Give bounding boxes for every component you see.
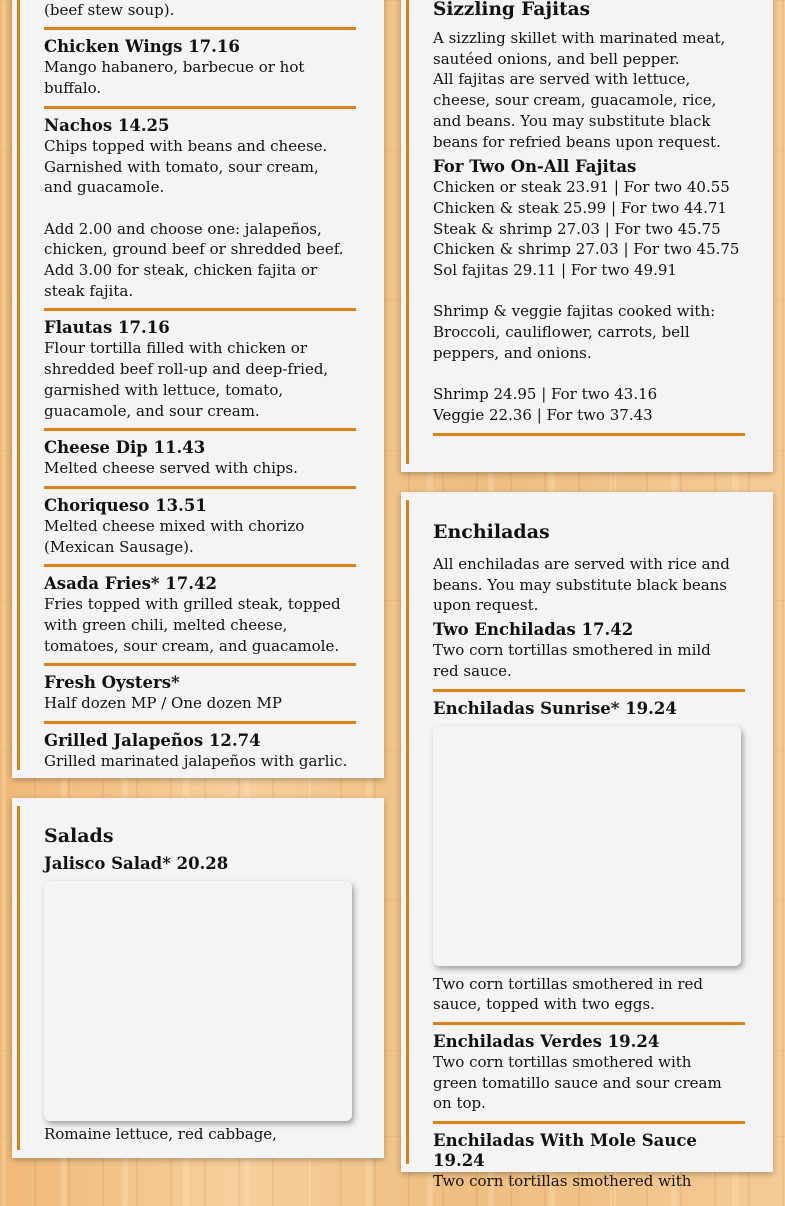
item-addons: Add 2.00 and choose one: jalapeños, chicken, ground beef or shredded beef. Add 3.00 for steak, chicken fajita or steak fajita. — [44, 219, 344, 300]
item-name: Nachos 14.25 — [44, 115, 170, 135]
appetizers-card — [12, 0, 384, 778]
item-name: Jalisco Salad* 20.28 — [44, 854, 229, 873]
item-description: Chips topped with beans and cheese. Garnished with tomato, sour cream, and guacamole. — [44, 136, 328, 197]
menu-item-choriqueso — [44, 496, 356, 567]
veggie-fajitas-prices: Shrimp 24.95 | For two 43.16 Veggie 22.36 | For two 37.43 — [433, 385, 658, 424]
item-description: (beef stew soup). — [44, 0, 175, 19]
section-title: Salads — [44, 825, 114, 847]
dish-image — [433, 726, 741, 966]
menu-item-enchiladas-verdes — [433, 1032, 745, 1124]
menu-item-nachos — [44, 116, 356, 312]
item-description: Two corn tortillas smothered with — [433, 1172, 692, 1191]
item-description: Flour tortilla filled with chicken or shredded beef roll-up and deep-fried, garnished with lettuce, tomato, guacamole, and sour cream. — [44, 339, 329, 420]
item-description: Two corn tortillas smothered in mild red sauce. — [433, 641, 711, 680]
item-description: Half dozen MP / One dozen MP — [44, 694, 282, 713]
item-description: Two corn tortillas smothered with green tomatillo sauce and sour cream on top. — [433, 1052, 722, 1113]
item-description: Melted cheese served with chips. — [44, 459, 298, 478]
menu-item-flautas — [44, 318, 356, 431]
section-title: Enchiladas — [433, 521, 550, 543]
fajitas-info — [433, 28, 745, 436]
menu-item-enchiladas-mole — [433, 1131, 745, 1199]
item-name: Enchiladas Sunrise* 19.24 — [433, 698, 677, 718]
veggie-fajitas-description: Shrimp & veggie fajitas cooked with: Broccoli, cauliflower, carrots, bell peppers, and onions. — [433, 302, 716, 362]
section-title: Sizzling Fajitas — [433, 0, 591, 20]
fajitas-subtitle: For Two On-All Fajitas — [433, 157, 637, 177]
item-name: Grilled Jalapeños 12.74 — [44, 731, 261, 751]
item-description: Romaine lettuce, red cabbage, — [44, 1125, 277, 1143]
enchiladas-intro: All enchiladas are served with rice and beans. You may substitute black beans upon request. — [433, 555, 730, 615]
fajitas-description: A sizzling skillet with marinated meat, sautéed onions, and bell pepper. All fajitas are served with lettuce, cheese, sour cream, guacamole, rice, and beans. You may substitute black beans for refried beans upon request. — [433, 29, 726, 151]
menu-item — [44, 0, 356, 30]
fajitas-prices: Chicken or steak 23.91 | For two 40.55 Chicken & steak 25.99 | For two 44.71 Steak & shrimp 27.03 | For two 45.75 Chicken & shrimp 27.03 | For two 45.75 Sol fajitas 29.11 | For two 49.91 — [433, 178, 740, 280]
item-description: Melted cheese mixed with chorizo (Mexican Sausage). — [44, 516, 305, 556]
menu-item-enchiladas-sunrise — [433, 699, 745, 1025]
item-name: Two Enchiladas 17.42 — [433, 620, 634, 640]
item-description: Grilled marinated jalapeños with garlic. — [44, 752, 348, 771]
item-name: Choriqueso 13.51 — [44, 495, 207, 515]
item-description: Fries topped with grilled steak, topped with green chili, melted cheese, tomatoes, sour cream, and guacamole. — [44, 595, 341, 655]
item-name: Enchiladas With Mole Sauce 19.24 — [433, 1131, 697, 1171]
salads-card — [12, 798, 384, 1158]
item-name: Chicken Wings 17.16 — [44, 37, 240, 57]
menu-item-asada-fries — [44, 574, 356, 666]
item-description: Mango habanero, barbecue or hot buffalo. — [44, 58, 305, 98]
menu-item-cheese-dip — [44, 438, 356, 489]
item-name: Cheese Dip 11.43 — [44, 438, 206, 458]
item-name: Enchiladas Verdes 19.24 — [433, 1031, 660, 1051]
enchiladas-card — [401, 492, 773, 1191]
fajitas-card — [401, 0, 773, 472]
item-name: Fresh Oysters* — [44, 673, 180, 693]
dish-image — [44, 881, 352, 1121]
item-name: Asada Fries* 17.42 — [44, 574, 217, 594]
item-description: Two corn tortillas smothered in red sauce, topped with two eggs. — [433, 974, 704, 1014]
menu-item-two-enchiladas — [433, 620, 745, 691]
menu-item-fresh-oysters — [44, 673, 356, 724]
menu-item-chicken-wings — [44, 37, 356, 108]
menu-item-grilled-jalapenos — [44, 731, 356, 779]
item-name: Flautas 17.16 — [44, 318, 170, 338]
